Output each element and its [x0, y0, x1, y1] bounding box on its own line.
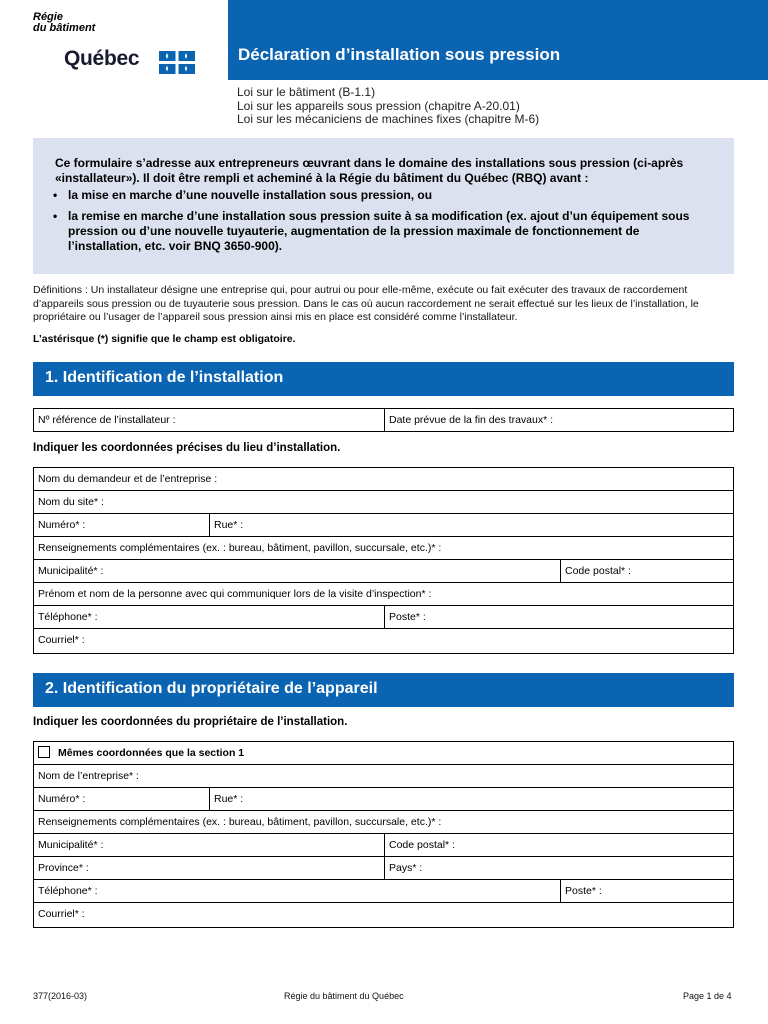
page-title: Déclaration d’installation sous pression [238, 45, 561, 64]
form-row [34, 559, 733, 582]
installer-ref-field[interactable] [34, 409, 384, 431]
postal-code-field[interactable] [384, 834, 733, 856]
form-row [34, 742, 733, 765]
intro-bullet-text: la remise en marche d’une installation sous pression suite à sa modification (ex. ajout d’un équipement sous pression ou d’une nouvelle tuyauterie, augmentation de la pression maximale de fonctionnement de l’installation, etc. voir BNQ 3650-900). [68, 209, 690, 253]
extension-field[interactable] [384, 606, 733, 628]
intro-bullet-text: la mise en marche d’une nouvelle installation sous pression, ou [68, 188, 433, 202]
section1-header [33, 362, 734, 396]
country-field[interactable] [384, 857, 733, 879]
phone-field[interactable] [34, 606, 384, 628]
law-item: Loi sur les mécaniciens de machines fixes (chapitre M-6) [237, 112, 540, 126]
section2-title: 2. Identification du propriétaire de l’appareil [45, 680, 378, 697]
logo-quebec-text: Québec [64, 47, 140, 70]
form-row [34, 536, 733, 559]
section1-title: 1. Identification de l’installation [45, 369, 284, 386]
form-row [34, 787, 733, 810]
additional-info-label: Renseignements complémentaires (ex. : bureau, bâtiment, pavillon, succursale, etc.)* : [38, 542, 442, 554]
section2-note: Indiquer les coordonnées du propriétaire de l’installation. [33, 716, 348, 728]
form-row [34, 879, 733, 902]
street-label: Rue* : [214, 519, 244, 531]
form-row [34, 628, 733, 651]
asterisk-note: L’astérisque (*) signifie que le champ est obligatoire. [33, 333, 296, 345]
form-row [34, 833, 733, 856]
form-row [34, 582, 733, 605]
site-name-label: Nom du site* : [38, 496, 104, 508]
number-field[interactable] [34, 788, 209, 810]
section1-reference-form [33, 408, 734, 432]
municipality-field[interactable] [34, 834, 384, 856]
postal-code-label: Code postal* : [565, 565, 631, 577]
email-label: Courriel* : [38, 634, 85, 646]
quebec-flag-icon [159, 51, 195, 74]
same-as-section1-label: Mêmes coordonnées que la section 1 [58, 747, 245, 759]
logo-line2: du bâtiment [33, 22, 96, 34]
form-row [34, 810, 733, 833]
country-label: Pays* : [389, 862, 423, 874]
street-label: Rue* : [214, 793, 244, 805]
installer-ref-label: Nº référence de l’installateur : [38, 414, 176, 426]
municipality-field[interactable] [34, 560, 560, 582]
email-field[interactable] [34, 629, 733, 651]
extension-label: Poste* : [389, 611, 426, 623]
email-field[interactable] [34, 903, 733, 925]
form-row [34, 605, 733, 628]
law-item: Loi sur les appareils sous pression (chapitre A-20.01) [237, 98, 520, 113]
additional-info-field[interactable] [34, 811, 733, 833]
form-row [34, 856, 733, 879]
bullet-icon: • [53, 188, 58, 202]
contact-field[interactable] [34, 583, 733, 605]
law-item: Loi sur le bâtiment (B-1.1) [237, 85, 376, 99]
phone-label: Téléphone* : [38, 611, 98, 623]
phone-field[interactable] [34, 880, 560, 902]
laws-list [237, 86, 539, 127]
province-label: Province* : [38, 862, 89, 874]
postal-code-label: Code postal* : [389, 839, 455, 851]
street-field[interactable] [209, 788, 733, 810]
applicant-field[interactable] [34, 468, 733, 491]
postal-code-field[interactable] [560, 560, 733, 582]
municipality-label: Municipalité* : [38, 839, 104, 851]
intro-paragraph: Ce formulaire s’adresse aux entrepreneurs œuvrant dans le domaine des installations sous pression (ci-après «installateur»). Il doit être rempli et acheminé à la Régie du bâtiment du Québec (RBQ) avant : [55, 156, 684, 185]
street-field[interactable] [209, 514, 733, 536]
additional-info-label: Renseignements complémentaires (ex. : bureau, bâtiment, pavillon, succursale, etc.)* : [38, 816, 442, 828]
form-row [34, 490, 733, 513]
municipality-label: Municipalité* : [38, 565, 104, 577]
form-row [34, 902, 733, 925]
checkbox-icon[interactable] [38, 746, 50, 758]
title-bar [228, 0, 768, 80]
section1-note: Indiquer les coordonnées précises du lieu d’installation. [33, 442, 341, 454]
phone-label: Téléphone* : [38, 885, 98, 897]
definitions-text: Définitions : Un installateur désigne une entreprise qui, pour autrui ou pour elle-même, exécute ou fait exécuter des travaux de raccordement d’appareils sous pression ou de tuyauterie sous pression. Dans le cas où aucun raccordement ne serait effectué sur les lieux de l’installation, le propriétaire ou l’usager de l’appareil sous pression ainsi mis en place est considéré comme l’installateur. [33, 284, 699, 323]
company-name-label: Nom de l’entreprise* : [38, 770, 139, 782]
form-code: 377(2016-03) [33, 991, 88, 1001]
bullet-icon: • [53, 209, 58, 223]
company-name-field[interactable] [34, 765, 733, 787]
logo-org-text [33, 12, 95, 34]
site-name-field[interactable] [34, 491, 733, 513]
additional-info-field[interactable] [34, 537, 733, 559]
province-field[interactable] [34, 857, 384, 879]
end-date-field[interactable] [384, 409, 733, 431]
applicant-label: Nom du demandeur et de l’entreprise : [38, 473, 218, 485]
end-date-label: Date prévue de la fin des travaux* : [389, 414, 554, 426]
footer-org: Régie du bâtiment du Québec [284, 991, 404, 1001]
extension-field[interactable] [560, 880, 733, 902]
rbq-logo [33, 12, 203, 72]
section2-header [33, 673, 734, 707]
section1-location-form [33, 467, 734, 654]
number-field[interactable] [34, 514, 209, 536]
number-label: Numéro* : [38, 793, 86, 805]
section2-owner-form [33, 741, 734, 928]
logo-line1: Régie [33, 11, 63, 23]
email-label: Courriel* : [38, 908, 85, 920]
form-row [34, 409, 733, 431]
page-number: Page 1 de 4 [683, 991, 732, 1001]
number-label: Numéro* : [38, 519, 86, 531]
form-row [34, 764, 733, 787]
contact-label: Prénom et nom de la personne avec qui communiquer lors de la visite d’inspection* : [38, 588, 432, 600]
same-as-section1-checkbox[interactable] [34, 742, 733, 765]
form-row [34, 468, 733, 491]
form-row [34, 513, 733, 536]
intro-box [33, 138, 734, 274]
extension-label: Poste* : [565, 885, 602, 897]
